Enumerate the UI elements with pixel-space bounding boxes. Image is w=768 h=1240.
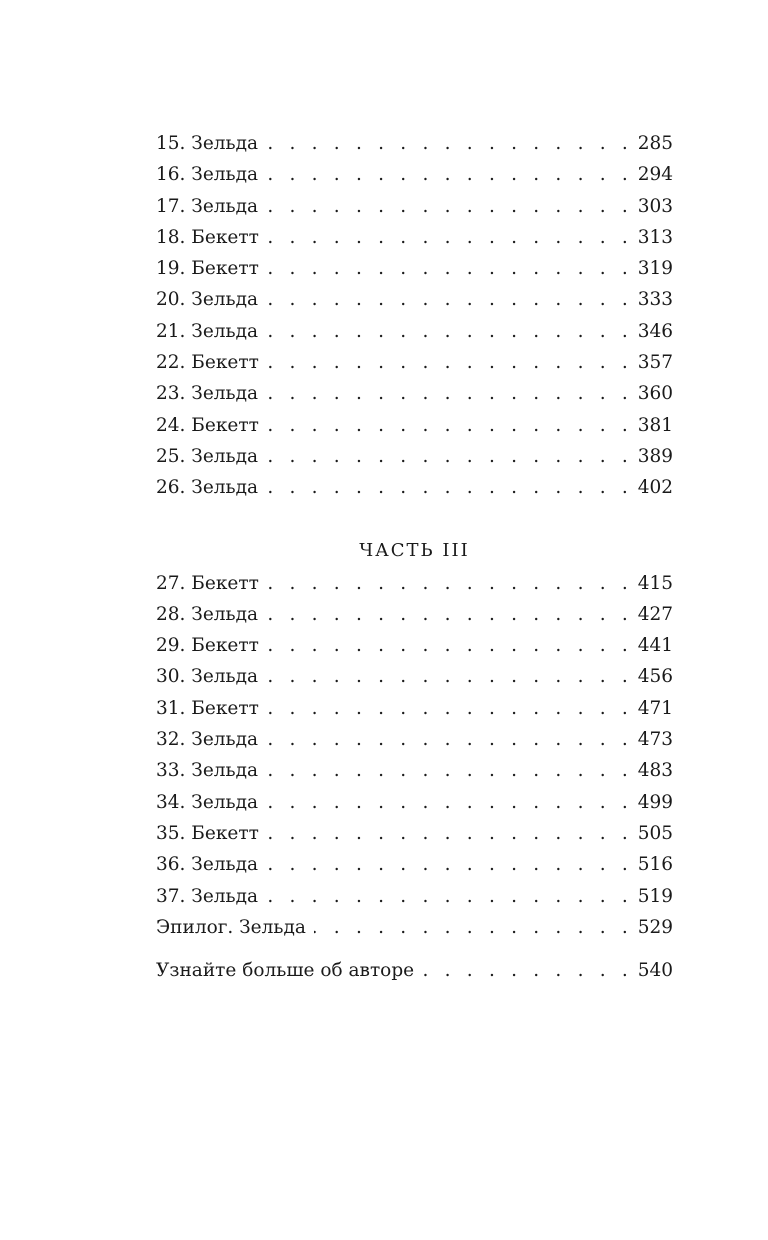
toc-entry[interactable]	[156, 630, 673, 661]
toc-entry-title: 30. Зельда	[156, 666, 259, 688]
dot-leader	[266, 441, 637, 472]
toc-entry-page: 441	[637, 635, 673, 657]
toc-entry-title: 35. Бекетт	[156, 822, 259, 844]
toc-entry[interactable]	[156, 159, 673, 190]
toc-entry[interactable]	[156, 191, 673, 222]
toc-entry[interactable]	[156, 599, 673, 630]
toc-entry-title: 21. Зельда	[156, 320, 259, 342]
toc-entry-title: 32. Зельда	[156, 729, 259, 751]
toc-entry-page: 389	[637, 445, 673, 467]
toc-entry-title: 29. Бекетт	[156, 635, 259, 657]
toc-entry-page: 427	[637, 603, 673, 625]
toc-entry[interactable]	[156, 441, 673, 472]
toc-entry-title: 16. Зельда	[156, 164, 259, 186]
toc-entry-page: 381	[637, 414, 673, 436]
toc-entry-page: 473	[637, 729, 673, 751]
toc-entry-title: 25. Зельда	[156, 445, 259, 467]
toc-entry-title: 27. Бекетт	[156, 572, 259, 594]
toc-entry-page: 357	[637, 352, 673, 374]
toc-entry-title: 18. Бекетт	[156, 226, 259, 248]
toc-entry[interactable]	[156, 128, 673, 159]
toc-entry-title: 37. Зельда	[156, 885, 259, 907]
toc-entry-page: 519	[637, 885, 673, 907]
toc-entry-page: 360	[637, 383, 673, 405]
dot-leader	[266, 316, 637, 347]
dot-leader	[266, 787, 637, 818]
toc-entry-title: 15. Зельда	[156, 133, 259, 154]
toc-entry-title: 36. Зельда	[156, 854, 259, 876]
dot-leader	[266, 472, 637, 503]
toc-entry-title: 26. Зельда	[156, 477, 259, 499]
dot-leader	[266, 191, 637, 222]
dot-leader	[266, 378, 637, 409]
toc-entry-title: 34. Зельда	[156, 791, 259, 813]
part-heading: ЧАСТЬ III	[359, 539, 470, 561]
toc-entry[interactable]	[156, 253, 673, 284]
toc-entry[interactable]	[156, 284, 673, 315]
toc-entry-title: 22. Бекетт	[156, 352, 259, 374]
toc-entry-title: Узнайте больше об авторе	[156, 960, 415, 982]
toc-entry-title: Эпилог. Зельда	[156, 916, 306, 938]
toc-entry[interactable]	[156, 881, 673, 912]
dot-leader	[267, 347, 637, 378]
dot-leader	[267, 568, 637, 599]
toc-entry[interactable]	[156, 378, 673, 409]
dot-leader	[267, 222, 637, 253]
toc-entry[interactable]	[156, 818, 673, 849]
toc-entry-page: 471	[637, 697, 673, 719]
dot-leader	[266, 128, 637, 159]
toc-entry[interactable]	[156, 693, 673, 724]
toc-entry-page: 415	[637, 572, 673, 594]
toc-entry-about-author[interactable]	[156, 955, 673, 986]
dot-leader	[267, 253, 637, 284]
section-gap	[156, 943, 673, 955]
dot-leader	[266, 599, 637, 630]
dot-leader	[422, 955, 637, 986]
toc-entry-title: 20. Зельда	[156, 289, 259, 311]
dot-leader	[267, 410, 637, 441]
toc-entry-page: 529	[637, 916, 673, 938]
dot-leader	[266, 159, 637, 190]
toc-entry-page: 285	[637, 133, 673, 154]
toc-entry-title: 28. Зельда	[156, 603, 259, 625]
toc-entry[interactable]	[156, 347, 673, 378]
dot-leader	[266, 661, 637, 692]
toc-section-part-three	[156, 568, 673, 944]
toc-entry-page: 540	[637, 960, 673, 982]
dot-leader	[266, 755, 637, 786]
toc-entry-page: 346	[637, 320, 673, 342]
toc-entry[interactable]	[156, 661, 673, 692]
toc-entry-page: 499	[637, 791, 673, 813]
toc-entry-title: 19. Бекетт	[156, 258, 259, 280]
dot-leader	[314, 912, 637, 943]
toc-entry-title: 23. Зельда	[156, 383, 259, 405]
dot-leader	[267, 693, 637, 724]
toc-entry-page: 333	[637, 289, 673, 311]
toc-entry-title: 17. Зельда	[156, 195, 259, 217]
toc-entry-page: 505	[637, 822, 673, 844]
toc-entry[interactable]	[156, 222, 673, 253]
toc-entry-title: 31. Бекетт	[156, 697, 259, 719]
toc-entry[interactable]	[156, 568, 673, 599]
toc-section	[156, 128, 673, 504]
toc-entry[interactable]	[156, 472, 673, 503]
dot-leader	[267, 630, 637, 661]
toc-entry-page: 294	[637, 164, 673, 186]
toc-entry[interactable]	[156, 316, 673, 347]
toc-entry[interactable]	[156, 787, 673, 818]
dot-leader	[266, 881, 637, 912]
toc-entry-page: 313	[637, 226, 673, 248]
toc-entry-page: 303	[637, 195, 673, 217]
toc-entry-title: 33. Зельда	[156, 760, 259, 782]
toc-entry[interactable]	[156, 849, 673, 880]
toc-entry-page: 456	[637, 666, 673, 688]
table-of-contents	[156, 128, 673, 986]
toc-entry-page: 402	[637, 477, 673, 499]
toc-entry-page: 516	[637, 854, 673, 876]
toc-entry-title: 24. Бекетт	[156, 414, 259, 436]
dot-leader	[266, 849, 637, 880]
toc-entry[interactable]	[156, 755, 673, 786]
toc-entry[interactable]	[156, 410, 673, 441]
toc-entry-epilogue[interactable]	[156, 912, 673, 943]
dot-leader	[266, 724, 637, 755]
dot-leader	[266, 284, 637, 315]
dot-leader	[267, 818, 637, 849]
toc-entry-page: 319	[637, 258, 673, 280]
toc-entry-page: 483	[637, 760, 673, 782]
toc-entry[interactable]	[156, 724, 673, 755]
